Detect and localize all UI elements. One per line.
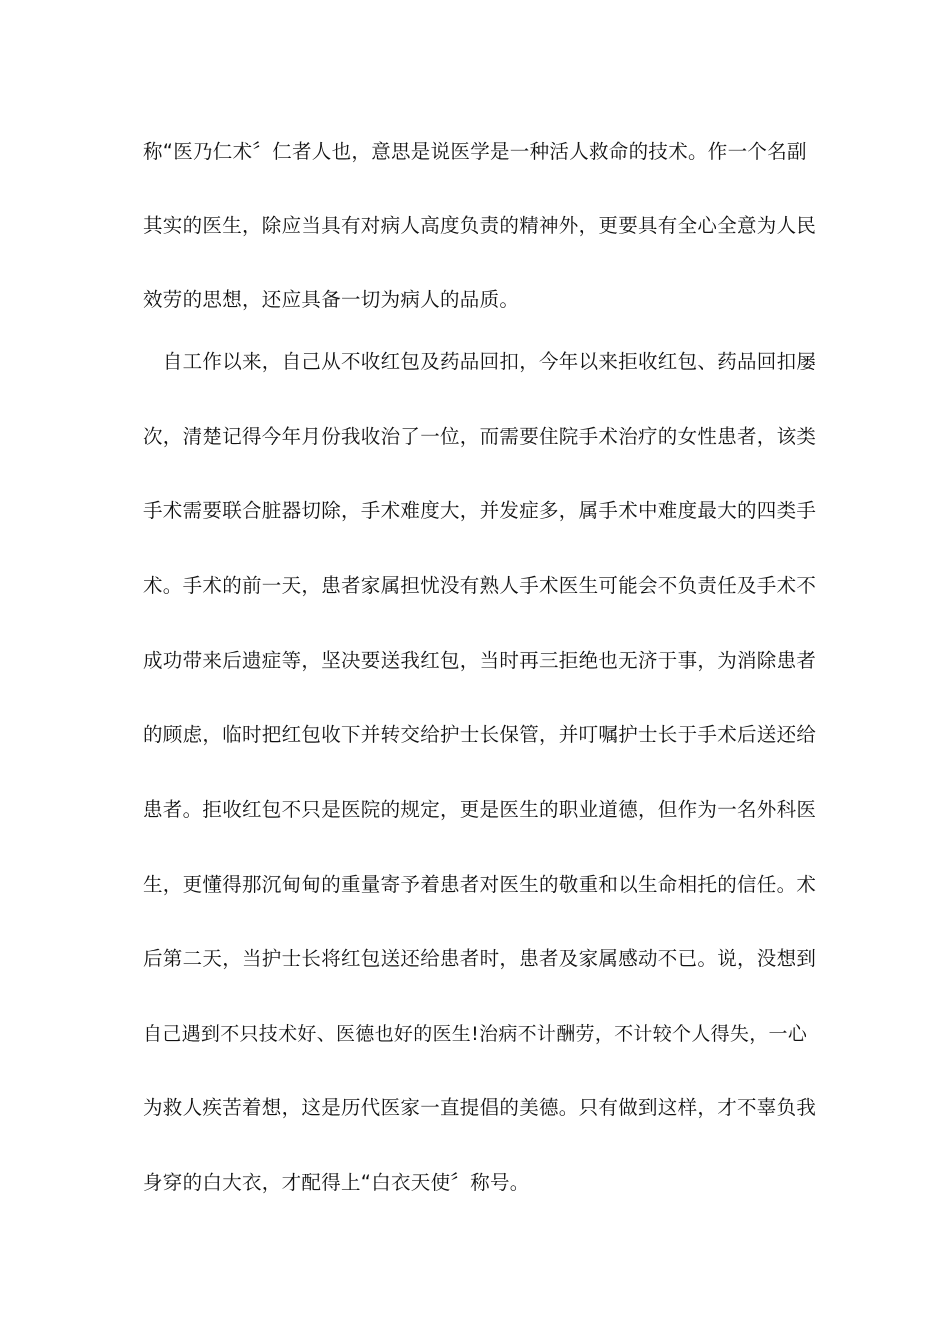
paragraph-line: 其实的医生，除应当具有对病人高度负责的精神外，更要具有全心全意为人民 <box>143 214 817 237</box>
paragraph-line: 成功带来后遗症等，坚决要送我红包，当时再三拒绝也无济于事，为消除患者 <box>143 649 817 672</box>
paragraph-line: 自己遇到不只技术好、医德也好的医生!治病不计酬劳，不计较个人得失，一心 <box>143 1023 808 1045</box>
paragraph-line: 次，清楚记得今年月份我收治了一位，而需要住院手术治疗的女性患者，该类 <box>143 425 817 448</box>
paragraph-line: 后第二天，当护士长将红包送还给患者时，患者及家属感动不已。说，没想到 <box>143 947 817 970</box>
paragraph-line: 称“医乃仁术〞仁者人也，意思是说医学是一种活人救命的技术。作一个名副 <box>143 140 807 163</box>
paragraph-line: 术。手术的前一天，患者家属担忧没有熟人手术医生可能会不负责任及手术不 <box>143 574 817 597</box>
paragraph-line: 患者。拒收红包不只是医院的规定，更是医生的职业道德，但作为一名外科医 <box>143 798 817 821</box>
paragraph-line: 手术需要联合脏器切除，手术难度大，并发症多，属手术中难度最大的四类手 <box>143 499 817 522</box>
paragraph-line: 效劳的思想，还应具备一切为病人的品质。 <box>143 288 520 311</box>
paragraph-line: 的顾虑，临时把红包收下并转交给护士长保管，并叮嘱护士长于手术后送还给 <box>143 723 817 746</box>
paragraph-line: 为救人疾苦着想，这是历代医家一直提倡的美德。只有做到这样，才不辜负我 <box>143 1096 817 1119</box>
paragraph-line: 身穿的白大衣，才配得上“白衣天使〞称号。 <box>143 1171 530 1194</box>
paragraph-line: 生，更懂得那沉甸甸的重量寄予着患者对医生的敬重和以生命相托的信任。术 <box>143 873 817 896</box>
paragraph-line: 自工作以来，自己从不收红包及药品回扣，今年以来拒收红包、药品回扣屡 <box>143 350 817 373</box>
